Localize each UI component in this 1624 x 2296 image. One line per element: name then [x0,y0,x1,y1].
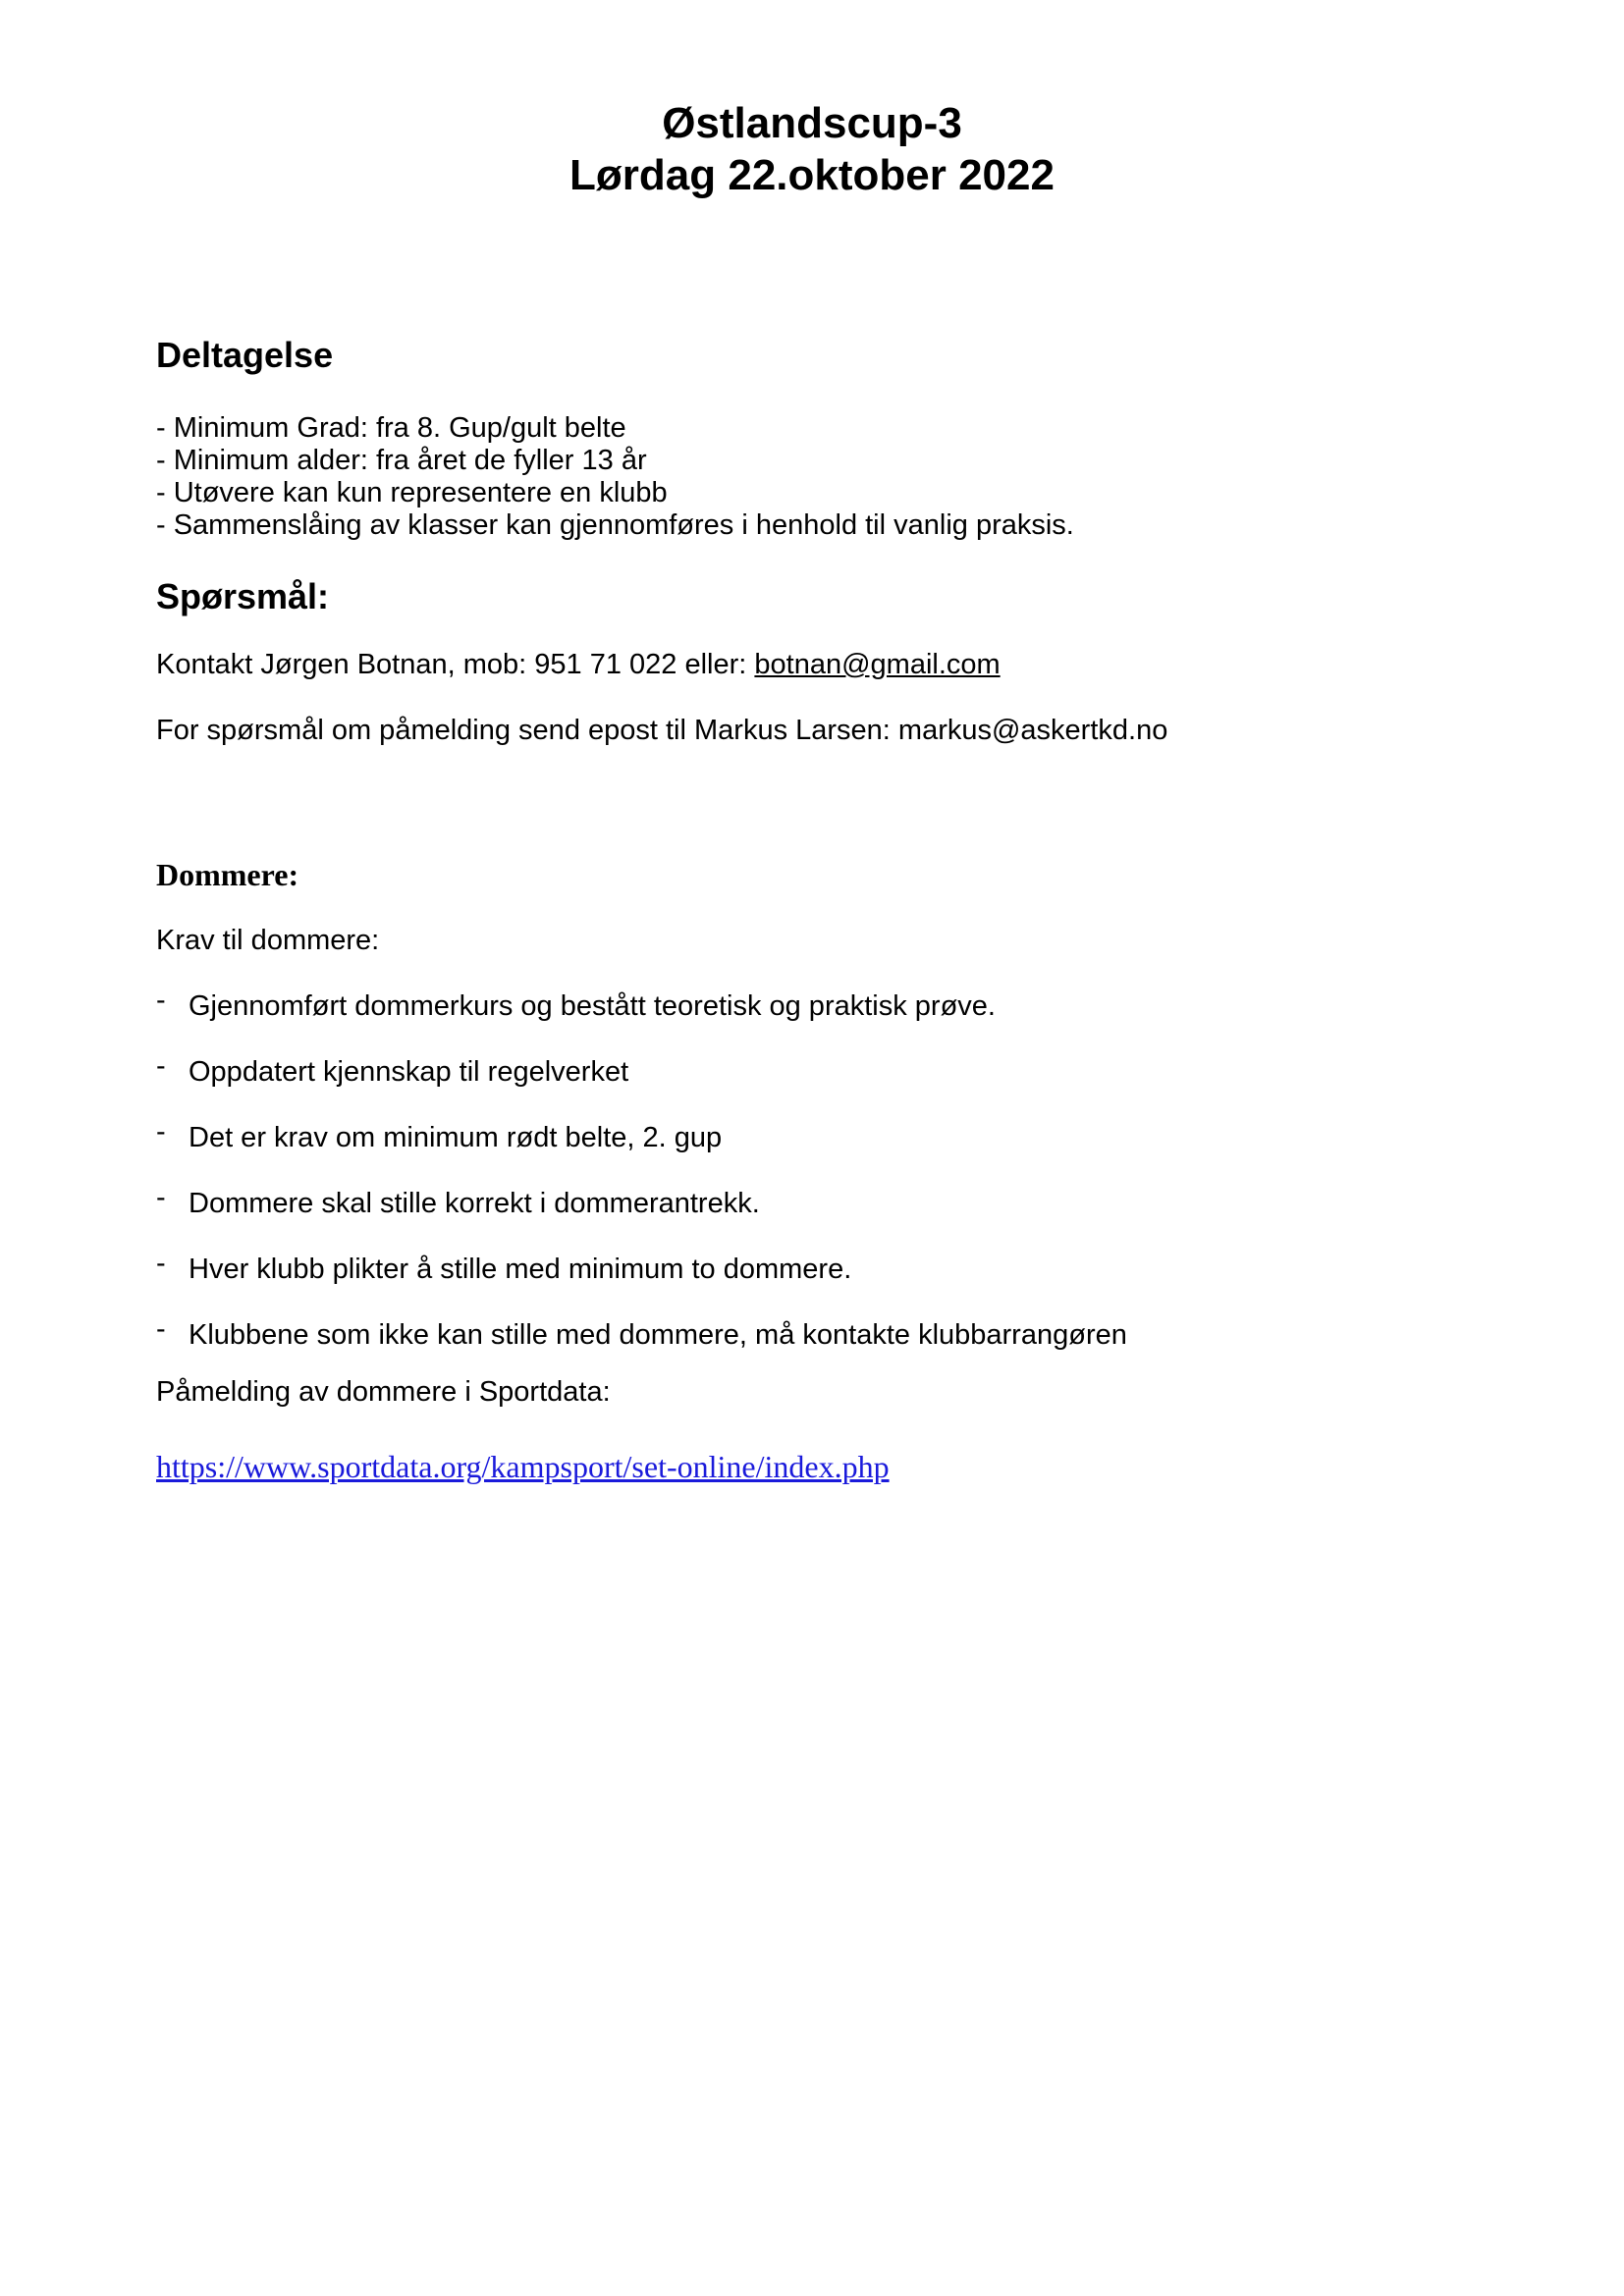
bullet-dash-icon: - [156,1182,166,1213]
deltagelse-line: - Minimum Grad: fra 8. Gup/gult belte [156,412,626,444]
section-heading-dommere: Dommere: [156,857,299,892]
sportdata-link[interactable]: https://www.sportdata.org/kampsport/set-online/index.php [156,1449,890,1484]
dommere-intro: Krav til dommere: [156,925,380,956]
requirement-item: Klubbene som ikke kan stille med dommere, må kontakte klubbarrangøren [189,1319,1127,1351]
bullet-dash-icon: - [156,1116,166,1148]
requirement-item: Hver klubb plikter å stille med minimum to dommere. [189,1254,852,1285]
bullet-dash-icon: - [156,985,166,1016]
deltagelse-line: - Sammenslåing av klasser kan gjennomføres i henhold til vanlig praksis. [156,509,1074,541]
bullet-dash-icon: - [156,1248,166,1279]
document-title-line-1: Østlandscup-3 [662,99,962,147]
requirement-item: Dommere skal stille korrekt i dommerantrekk. [189,1188,760,1219]
contact-text: Kontakt Jørgen Botnan, mob: 951 71 022 eller: [156,649,755,680]
contact-email-link[interactable]: botnan@gmail.com [754,649,1001,680]
deltagelse-line: - Minimum alder: fra året de fyller 13 år [156,445,647,476]
requirement-item: Gjennomført dommerkurs og bestått teoretisk og praktisk prøve. [189,990,996,1022]
deltagelse-line: - Utøvere kan kun representere en klubb [156,477,668,508]
signup-contact-line: For spørsmål om påmelding send epost til Markus Larsen: markus@askertkd.no [156,715,1168,746]
deltagelse-list [156,412,1074,542]
requirement-item: Oppdatert kjennskap til regelverket [189,1056,629,1088]
bullet-dash-icon: - [156,1313,166,1345]
registration-label: Påmelding av dommere i Sportdata: [156,1376,611,1408]
section-heading-sporsmal: Spørsmål: [156,576,330,616]
document-title-line-2: Lørdag 22.oktober 2022 [569,151,1055,199]
contact-line [156,648,1001,681]
bullet-dash-icon: - [156,1050,166,1082]
section-heading-deltagelse: Deltagelse [156,335,334,375]
requirement-item: Det er krav om minimum rødt belte, 2. gup [189,1122,723,1153]
